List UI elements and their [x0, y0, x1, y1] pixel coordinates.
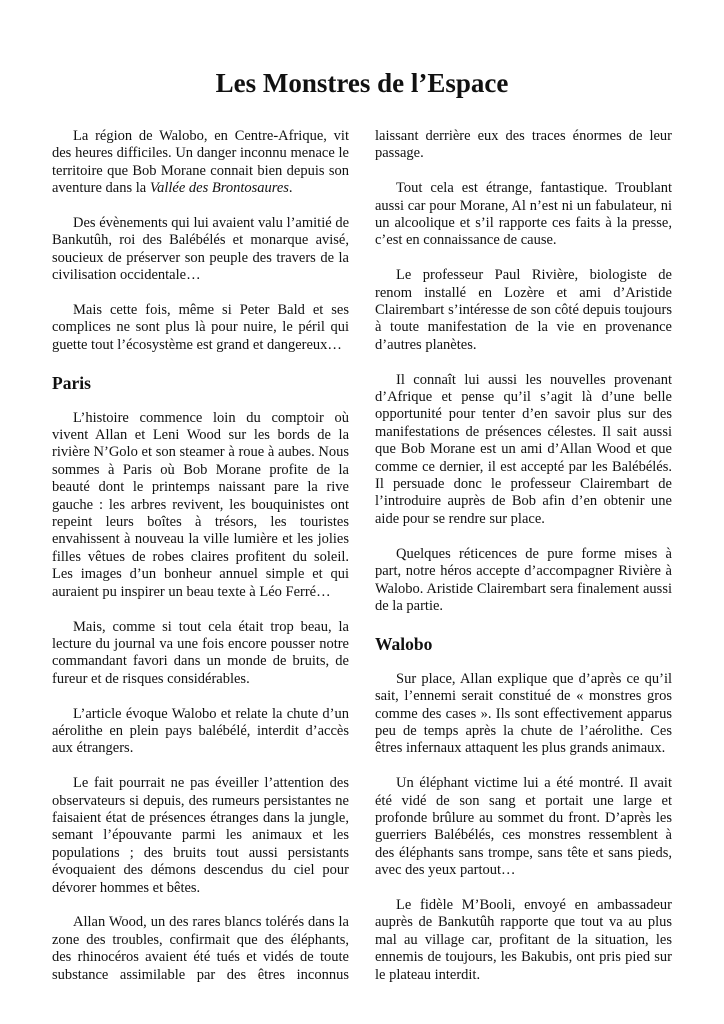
section-heading-paris: Paris [52, 372, 91, 393]
paragraph: Mais, comme si tout cela était trop beau, la lecture du journal va une fois encore pousser notre commandant favori dans un monde de bruits, de fureur et de risques considérables. [52, 618, 349, 687]
paragraph: Un éléphant victime lui a été montré. Il avait été vidé de son sang et portait une large et profonde brûlure au sommet du front. D’après les guerriers Balébélés, ces monstres ressemblent à des éléphants sans trompe, sans tête et sans pieds, avec des yeux partout… [375, 775, 672, 879]
paragraph: Le professeur Paul Rivière, biologiste de renom installé en Lozère et ami d’Aristide Clairembart s’intéresse de son côté depuis toujours à toute manifestation de la vie en provenance d’autres planètes. [375, 267, 672, 353]
paragraph: Le fait pourrait ne pas éveiller l’attention des observateurs si depuis, des rumeurs persistantes ne faisaient état de présences étranges dans la jungle, semant l’épouvante parmi les animaux et les populations ; des bruits tout aussi persistants évoquaient des démons descendus du ciel pour dévorer hommes et bêtes. [52, 775, 349, 896]
left-column [52, 128, 349, 1001]
paragraph-text: . [288, 180, 293, 197]
right-column [375, 128, 672, 1001]
paragraph: L’article évoque Walobo et relate la chute d’un aérolithe en plein pays balébélé, interdit d’accès aux étrangers. [52, 705, 349, 757]
section-heading-walobo: Walobo [375, 633, 433, 654]
paragraph: Tout cela est étrange, fantastique. Troublant aussi car pour Morane, Al n’est ni un fabulateur, ni un alcoolique et s’il rapporte ces faits à la presse, c’est en connaissance de cause. [375, 180, 672, 249]
paragraph: Sur place, Allan explique que d’après ce qu’il sait, l’ennemi serait constitué de « monstres gros comme des cases ». Ils sont effectivement apparus peu de temps après la chute de l’aérolithe. Ces êtres infernaux attaquent les plus grands animaux. [375, 670, 672, 757]
paragraph: Le fidèle M’Booli, envoyé en ambassadeur auprès de Bankutûh rapporte que tout va au plus mal au village car, profitant de la situation, les ennemis de toujours, les Bakubis, ont pris pied sur le plateau interdit. [375, 896, 672, 983]
paragraph: Il connaît lui aussi les nouvelles provenant d’Afrique et pense qu’il s’agit là d’une belle opportunité pour tenter d’en savoir plus sur des manifestations de présences célestes. Il sait aussi que Bob Morane est un ami d’Allan Wood et que comme ce dernier, il est accepté par les Balébélés. Il persuade donc le professeur Clairembart de l’introduire auprès de Bob afin d’en obtenir une aide pour se rendre sur place. [375, 371, 672, 527]
paragraph: Mais cette fois, même si Peter Bald et ses complices ne sont plus là pour nuire, le péril qui guette tout l’écosystème est grand et dangereux… [52, 302, 349, 353]
paragraph: Quelques réticences de pure forme mises à part, notre héros accepte d’accompagner Rivière à Walobo. Aristide Clairembart sera finalement aussi de la partie. [375, 545, 672, 614]
book-title-italic: Vallée des Brontosaures [149, 180, 289, 197]
paragraph: Des évènements qui lui avaient valu l’amitié de Bankutûh, roi des Balébélés et monarque avisé, soucieux de préserver son peuple des travers de la civilisation occidentale… [52, 215, 349, 284]
paragraph-text: La région de Walobo, en Centre-Afrique, vit des heures difficiles. Un danger inconnu menace le territoire que Bob Morane connait bien depuis son aventure dans la [52, 128, 349, 197]
paragraph: L’histoire commence loin du comptoir où vivent Allan et Leni Wood sur les bords de la rivière N’Golo et son steamer à roue à aubes. Nous sommes à Paris où Bob Morane profite de la beauté dont le printemps naissant pare la rive gauche : les arbres revivent, les bouquinistes ont repeint leurs boîtes à trésors, les touristes envahissent à nouveau la ville lumière et les jolies filles vêtues de robes claires profitent du soleil. Les images d’un bonheur annuel simple et qui auraient pu inspirer un beau texte à Léo Ferré… [52, 409, 349, 600]
paragraph-continuation: laissant derrière eux des traces énormes de leur passage. [375, 128, 672, 162]
page-title: Les Monstres de l’Espace [215, 68, 509, 98]
paragraph: Allan Wood, un des rares blancs tolérés dans la zone des troubles, confirmait que des éléphants, des rhinocéros avaient été tués et vidés de toute substance assimilable par des êtres inconnus [52, 914, 349, 983]
paragraph [52, 128, 349, 198]
